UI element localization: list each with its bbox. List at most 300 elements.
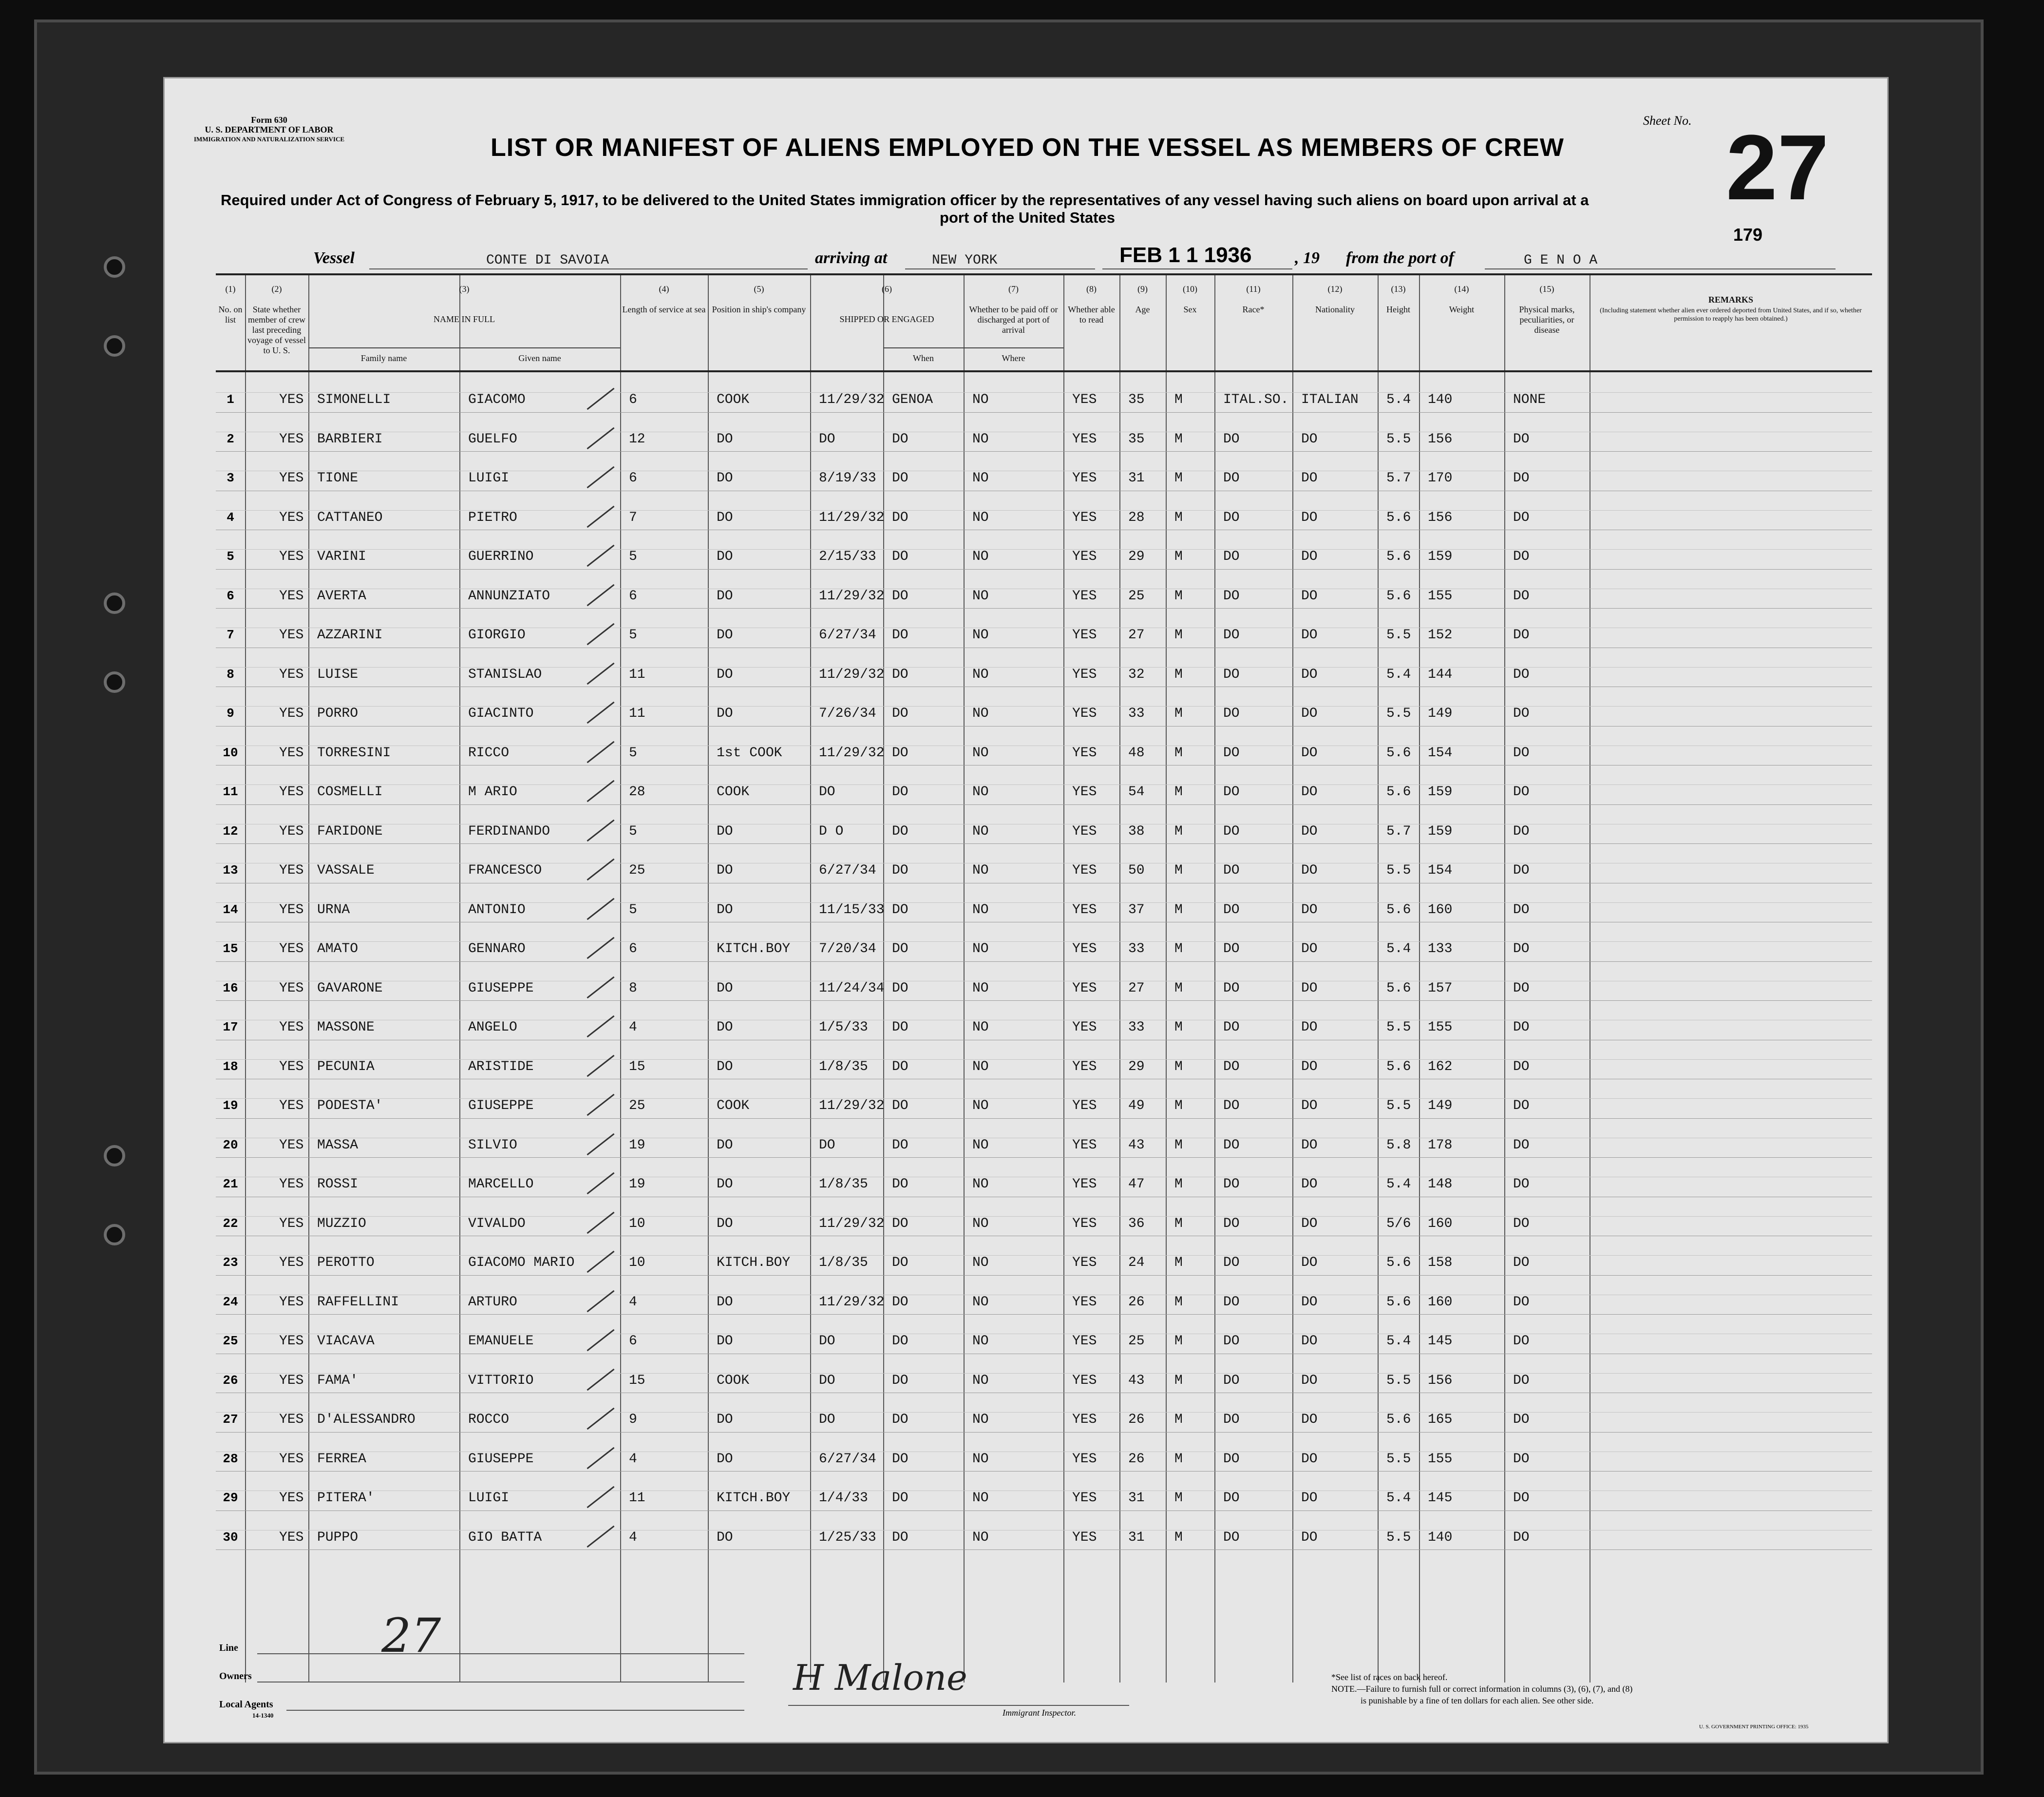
weight-cell: 140 [1428,392,1453,407]
shipped-when-cell: 8/19/33 [819,471,876,486]
prev-voyage-cell: YES [279,823,304,839]
paid-off-cell: NO [972,980,989,996]
sex-cell: M [1174,549,1183,564]
sex-cell: M [1174,1137,1183,1153]
race-cell: DO [1223,1491,1240,1506]
service-length-cell: 4 [629,1020,637,1035]
age-cell: 38 [1128,823,1145,839]
physical-marks-cell: DO [1513,1020,1530,1035]
family-name-cell: ROSSI [317,1177,359,1192]
able-to-read-cell: YES [1072,1491,1097,1506]
prev-voyage-cell: YES [279,1451,304,1467]
service-length-cell: 19 [629,1177,645,1192]
race-cell: DO [1223,1529,1240,1545]
form-number: Form 630 [251,115,287,125]
paid-off-cell: NO [972,431,989,447]
weight-cell: 160 [1428,1216,1453,1231]
height-cell: 5.6 [1386,510,1411,525]
column-number: (6) [882,284,892,294]
age-cell: 31 [1128,1491,1145,1506]
shipped-where-cell: DO [892,431,908,447]
position-cell: DO [717,588,733,604]
paid-off-cell: NO [972,1020,989,1035]
age-cell: 43 [1128,1373,1145,1388]
age-cell: 31 [1128,471,1145,486]
race-cell: DO [1223,510,1240,525]
age-cell: 31 [1128,1529,1145,1545]
able-to-read-cell: YES [1072,1529,1097,1545]
column-number: (2) [271,284,282,294]
check-mark [587,1290,614,1312]
weight-cell: 152 [1428,628,1453,643]
race-cell: DO [1223,980,1240,996]
shipped-where-cell: DO [892,1177,908,1192]
vessel-name: CONTE DI SAVOIA [486,253,609,268]
physical-marks-cell: DO [1513,431,1530,447]
family-name-cell: PITERA' [317,1491,375,1506]
family-name-cell: AVERTA [317,588,366,604]
given-name-cell: STANISLAO [468,667,542,682]
table-row [216,608,1872,648]
weight-cell: 148 [1428,1177,1453,1192]
sex-cell: M [1174,706,1183,721]
service-length-cell: 9 [629,1412,637,1427]
shipped-when-cell: 11/29/32 [819,1294,885,1310]
service-length-cell: 4 [629,1529,637,1545]
position-cell: DO [717,510,733,525]
age-cell: 32 [1128,667,1145,682]
column-header: Whether able to read [1068,305,1115,325]
sex-cell: M [1174,863,1183,878]
check-mark [587,466,614,488]
service-length-cell: 15 [629,1059,645,1074]
service-length-cell: 5 [629,745,637,761]
shipped-when-cell: 11/15/33 [819,902,885,918]
check-mark [587,1447,614,1469]
sex-cell: M [1174,980,1183,996]
weight-cell: 160 [1428,1294,1453,1310]
age-cell: 37 [1128,902,1145,918]
sex-cell: M [1174,1294,1183,1310]
sex-cell: M [1174,745,1183,761]
nationality-cell: DO [1301,1216,1318,1231]
service-length-cell: 10 [629,1255,645,1270]
race-cell: DO [1223,549,1240,564]
paid-off-cell: NO [972,510,989,525]
weight-cell: 145 [1428,1334,1453,1349]
family-name-cell: TIONE [317,471,359,486]
row-number: 3 [227,471,234,485]
race-cell: DO [1223,941,1240,956]
shipped-when-cell: 7/26/34 [819,706,876,721]
physical-marks-cell: DO [1513,628,1530,643]
race-cell: DO [1223,588,1240,604]
nationality-cell: DO [1301,980,1318,996]
row-number: 2 [227,431,234,446]
physical-marks-cell: NONE [1513,392,1546,407]
physical-marks-cell: DO [1513,510,1530,525]
given-name-cell: GIACOMO [468,392,526,407]
race-cell: DO [1223,745,1240,761]
table-row [216,373,1872,412]
physical-marks-cell: DO [1513,784,1530,800]
shipped-when-cell: 1/25/33 [819,1529,876,1545]
shipped-where-cell: DO [892,863,908,878]
age-cell: 54 [1128,784,1145,800]
nationality-cell: DO [1301,1255,1318,1270]
nationality-cell: DO [1301,1137,1318,1153]
sex-cell: M [1174,471,1183,486]
shipped-where-cell: DO [892,1255,908,1270]
family-name-cell: VASSALE [317,863,375,878]
sheet-number: 27 [1726,116,1829,219]
prev-voyage-cell: YES [279,1177,304,1192]
shipped-where-cell: DO [892,823,908,839]
position-cell: DO [717,823,733,839]
row-number: 1 [227,392,234,407]
given-name-cell: FRANCESCO [468,863,542,878]
column-number: (13) [1391,284,1406,294]
service-length-cell: 11 [629,706,645,721]
sex-cell: M [1174,1255,1183,1270]
paid-off-cell: NO [972,1294,989,1310]
able-to-read-cell: YES [1072,823,1097,839]
where-header: Where [1002,353,1025,363]
service-length-cell: 8 [629,980,637,996]
nationality-cell: DO [1301,1373,1318,1388]
row-number: 5 [227,549,234,564]
prev-voyage-cell: YES [279,1216,304,1231]
service: IMMIGRATION AND NATURALIZATION SERVICE [194,135,345,143]
physical-marks-cell: DO [1513,1529,1530,1545]
physical-marks-cell: DO [1513,902,1530,918]
family-name-cell: PODESTA' [317,1098,383,1113]
paid-off-cell: NO [972,1373,989,1388]
age-cell: 49 [1128,1098,1145,1113]
position-cell: DO [717,1020,733,1035]
race-cell: DO [1223,1255,1240,1270]
position-cell: DO [717,1137,733,1153]
nationality-cell: DO [1301,1059,1318,1074]
height-cell: 5.5 [1386,1451,1411,1467]
table-row [216,961,1872,1001]
weight-cell: 159 [1428,784,1453,800]
prev-voyage-cell: YES [279,392,304,407]
physical-marks-cell: DO [1513,1216,1530,1231]
prev-voyage-cell: YES [279,1529,304,1545]
service-length-cell: 7 [629,510,637,525]
position-cell: DO [717,1529,733,1545]
weight-cell: 159 [1428,549,1453,564]
sex-cell: M [1174,1334,1183,1349]
shipped-when-cell: 11/29/32 [819,1216,885,1231]
service-length-cell: 6 [629,941,637,956]
paid-off-cell: NO [972,941,989,956]
age-cell: 25 [1128,588,1145,604]
able-to-read-cell: YES [1072,1373,1097,1388]
position-cell: DO [717,549,733,564]
able-to-read-cell: YES [1072,549,1097,564]
given-name-cell: EMANUELE [468,1334,534,1349]
service-length-cell: 25 [629,863,645,878]
physical-marks-cell: DO [1513,706,1530,721]
race-cell: DO [1223,706,1240,721]
subtitle-line2: port of the United States [940,209,1115,226]
nationality-cell: DO [1301,471,1318,486]
table-row [216,687,1872,726]
physical-marks-cell: DO [1513,1177,1530,1192]
position-cell: COOK [717,1373,750,1388]
column-header: State whether member of crew last preceding voyage of vessel to U. S. [247,305,306,355]
paid-off-cell: NO [972,588,989,604]
shipped-when-cell: 11/29/32 [819,745,885,761]
arriving-label: arriving at [815,249,888,267]
table-row [216,1354,1872,1393]
height-cell: 5.5 [1386,1020,1411,1035]
sex-cell: M [1174,667,1183,682]
height-cell: 5.4 [1386,667,1411,682]
row-number: 13 [223,863,238,878]
race-cell: DO [1223,1059,1240,1074]
age-cell: 50 [1128,863,1145,878]
family-name-header: Family name [360,353,407,363]
check-mark [587,1329,614,1351]
prev-voyage-cell: YES [279,1491,304,1506]
shipped-where-cell: DO [892,471,908,486]
able-to-read-cell: YES [1072,745,1097,761]
nationality-cell: DO [1301,706,1318,721]
family-name-cell: MASSONE [317,1020,375,1035]
family-name-cell: PECUNIA [317,1059,375,1074]
height-cell: 5.6 [1386,784,1411,800]
column-number: (12) [1327,284,1343,294]
age-cell: 48 [1128,745,1145,761]
shipped-where-cell: DO [892,588,908,604]
column-header: Height [1386,305,1410,314]
check-mark [587,1094,614,1116]
given-name-cell: VIVALDO [468,1216,526,1231]
family-name-cell: FARIDONE [317,823,383,839]
able-to-read-cell: YES [1072,1177,1097,1192]
note-text-2: is punishable by a fine of ten dollars for each alien. See other side. [1361,1696,1594,1705]
race-cell: DO [1223,431,1240,447]
service-length-cell: 6 [629,1334,637,1349]
age-cell: 35 [1128,392,1145,407]
given-name-cell: ANGELO [468,1020,517,1035]
column-number: (5) [754,284,764,294]
physical-marks-cell: DO [1513,1491,1530,1506]
family-name-cell: BARBIERI [317,431,383,447]
row-number: 9 [227,706,234,721]
age-cell: 47 [1128,1177,1145,1192]
race-cell: DO [1223,1137,1240,1153]
shipped-when-cell: DO [819,1137,835,1153]
shipped-when-cell: 2/15/33 [819,549,876,564]
table-row [216,1118,1872,1158]
race-cell: ITAL.SO. [1223,392,1289,407]
paid-off-cell: NO [972,1255,989,1270]
family-name-cell: D'ALESSANDRO [317,1412,416,1427]
prev-voyage-cell: YES [279,1020,304,1035]
column-number: (3) [459,284,470,294]
family-name-cell: VIACAVA [317,1334,375,1349]
column-header: NAME IN FULL [434,314,495,324]
sex-cell: M [1174,902,1183,918]
row-number: 18 [223,1059,238,1074]
height-cell: 5.7 [1386,823,1411,839]
physical-marks-cell: DO [1513,863,1530,878]
check-mark [587,898,614,919]
weight-cell: 156 [1428,1373,1453,1388]
able-to-read-cell: YES [1072,706,1097,721]
binder-hole [104,593,125,614]
paid-off-cell: NO [972,1451,989,1467]
age-cell: 24 [1128,1255,1145,1270]
given-name-cell: ANTONIO [468,902,526,918]
height-cell: 5.5 [1386,1529,1411,1545]
paid-off-cell: NO [972,1491,989,1506]
position-cell: 1st COOK [717,745,782,761]
prev-voyage-cell: YES [279,863,304,878]
nationality-cell: DO [1301,1098,1318,1113]
height-cell: 5.6 [1386,588,1411,604]
position-cell: DO [717,628,733,643]
table-row [216,648,1872,687]
prev-voyage-cell: YES [279,1334,304,1349]
weight-cell: 133 [1428,941,1453,956]
shipped-where-cell: DO [892,745,908,761]
given-name-cell: GENNARO [468,941,526,956]
paid-off-cell: NO [972,628,989,643]
shipped-where-cell: DO [892,628,908,643]
row-number: 12 [223,823,238,839]
nationality-cell: DO [1301,745,1318,761]
shipped-when-cell: 6/27/34 [819,863,876,878]
sex-cell: M [1174,941,1183,956]
given-name-cell: GIACINTO [468,706,534,721]
position-cell: DO [717,667,733,682]
able-to-read-cell: YES [1072,1216,1097,1231]
position-cell: KITCH.BOY [717,941,791,956]
note-races: *See list of races on back hereof. [1331,1672,1448,1682]
weight-cell: 149 [1428,1098,1453,1113]
height-cell: 5.5 [1386,1373,1411,1388]
physical-marks-cell: DO [1513,1137,1530,1153]
given-name-cell: SILVIO [468,1137,517,1153]
position-cell: COOK [717,784,750,800]
row-number: 29 [223,1491,238,1505]
nationality-cell: DO [1301,1529,1318,1545]
shipped-where-cell: DO [892,1137,908,1153]
able-to-read-cell: YES [1072,1294,1097,1310]
paid-off-cell: NO [972,902,989,918]
prev-voyage-cell: YES [279,1059,304,1074]
paid-off-cell: NO [972,392,989,407]
age-cell: 28 [1128,510,1145,525]
row-number: 19 [223,1098,238,1113]
age-cell: 36 [1128,1216,1145,1231]
given-name-cell: VITTORIO [468,1373,534,1388]
row-number: 8 [227,667,234,682]
weight-cell: 145 [1428,1491,1453,1506]
check-mark [587,584,614,606]
weight-cell: 170 [1428,471,1453,486]
physical-marks-cell: DO [1513,980,1530,996]
table-row [216,1432,1872,1472]
given-name-cell: GIUSEPPE [468,1451,534,1467]
prev-voyage-cell: YES [279,1294,304,1310]
physical-marks-cell: DO [1513,549,1530,564]
sex-cell: M [1174,1020,1183,1035]
position-cell: DO [717,471,733,486]
physical-marks-cell: DO [1513,1334,1530,1349]
shipped-when-cell: 1/4/33 [819,1491,868,1506]
physical-marks-cell: DO [1513,1255,1530,1270]
given-name-cell: GUELFO [468,431,517,447]
height-cell: 5/6 [1386,1216,1411,1231]
nationality-cell: DO [1301,510,1318,525]
paid-off-cell: NO [972,549,989,564]
given-name-cell: GIORGIO [468,628,526,643]
check-mark [587,1486,614,1508]
position-cell: DO [717,1294,733,1310]
height-cell: 5.4 [1386,1334,1411,1349]
table-row [216,412,1872,452]
sex-cell: M [1174,1373,1183,1388]
age-cell: 27 [1128,628,1145,643]
sex-cell: M [1174,784,1183,800]
weight-cell: 156 [1428,431,1453,447]
nationality-cell: DO [1301,667,1318,682]
service-length-cell: 25 [629,1098,645,1113]
table-row [216,843,1872,883]
owners-label: Owners [219,1671,252,1682]
service-length-cell: 19 [629,1137,645,1153]
shipped-where-cell: DO [892,1412,908,1427]
height-cell: 5.5 [1386,706,1411,721]
nationality-cell: DO [1301,628,1318,643]
race-cell: DO [1223,1098,1240,1113]
column-header: REMARKS [1708,295,1753,305]
column-number: (9) [1137,284,1148,294]
prev-voyage-cell: YES [279,1373,304,1388]
shipped-when-cell: 6/27/34 [819,628,876,643]
height-cell: 5.7 [1386,471,1411,486]
paid-off-cell: NO [972,1216,989,1231]
column-header: Length of service at sea [622,305,706,314]
service-length-cell: 5 [629,549,637,564]
physical-marks-cell: DO [1513,1059,1530,1074]
service-length-cell: 6 [629,588,637,604]
family-name-cell: MASSA [317,1137,359,1153]
nationality-cell: DO [1301,863,1318,878]
prev-voyage-cell: YES [279,980,304,996]
paid-off-cell: NO [972,667,989,682]
service-length-cell: 6 [629,392,637,407]
shipped-when-cell: 1/8/35 [819,1177,868,1192]
paid-off-cell: NO [972,745,989,761]
paid-off-cell: NO [972,1529,989,1545]
paid-off-cell: NO [972,1098,989,1113]
height-cell: 5.6 [1386,1294,1411,1310]
manifest-page [163,77,1889,1743]
sex-cell: M [1174,510,1183,525]
nationality-cell: DO [1301,902,1318,918]
row-number: 14 [223,902,238,917]
note-text-1: NOTE.—Failure to furnish full or correct information in columns (3), (6), (7), and (8) [1331,1684,1633,1694]
service-length-cell: 5 [629,628,637,643]
prev-voyage-cell: YES [279,628,304,643]
